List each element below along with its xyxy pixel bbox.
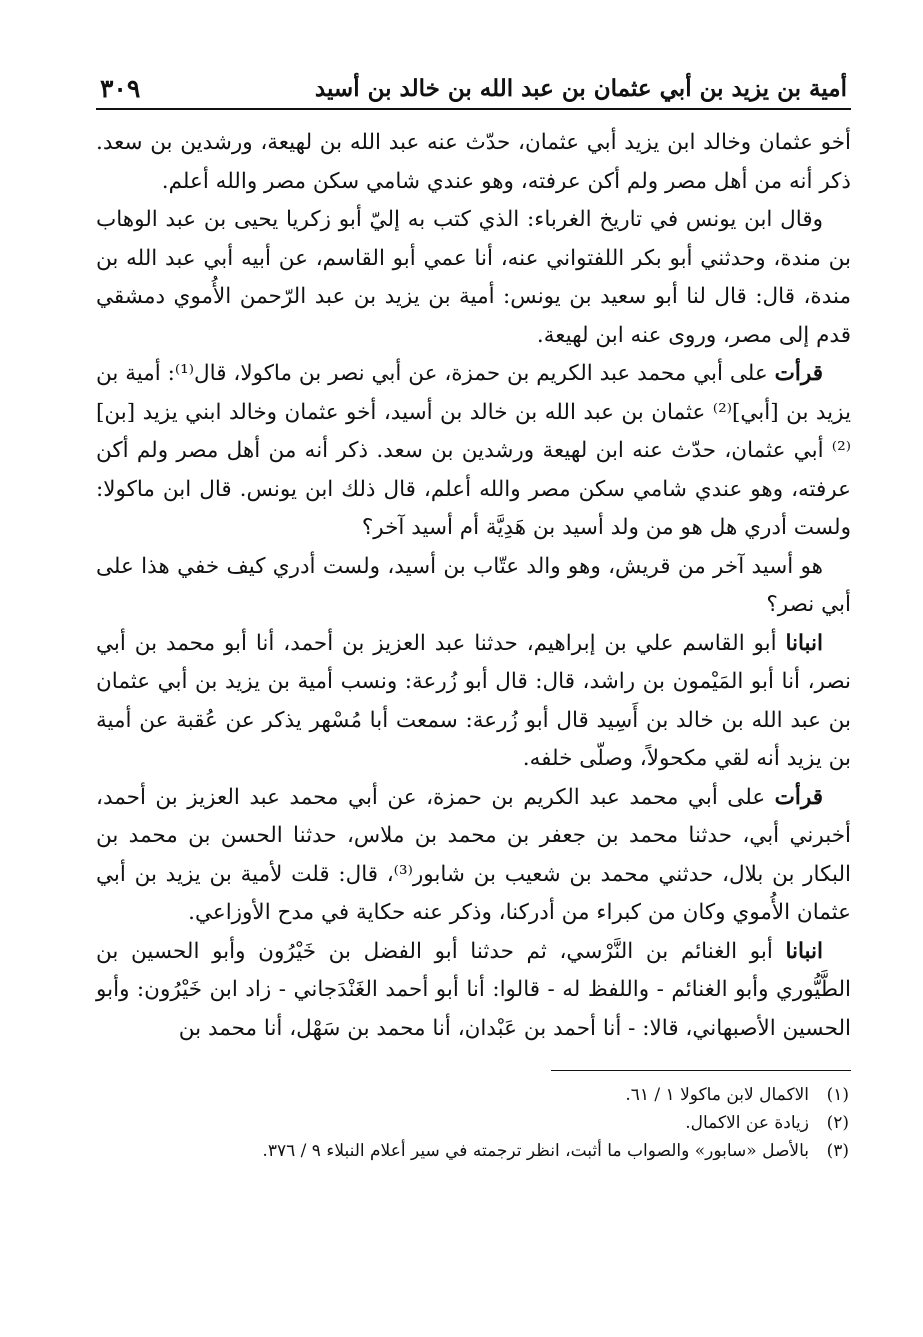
page-number: ٣٠٩ bbox=[100, 74, 141, 103]
paragraph bbox=[96, 201, 851, 355]
running-title: أمية بن يزيد بن أبي عثمان بن عبد الله بن خالد بن أسيد bbox=[314, 75, 847, 102]
paragraph-lead-word: انبانا bbox=[785, 630, 823, 656]
paragraph-lead-word: قرأت bbox=[774, 784, 823, 810]
paragraph bbox=[96, 933, 851, 1049]
paragraph-text: وقال ابن يونس في تاريخ الغرباء: الذي كتب به إليّ أبو زكريا يحيى بن عبد الوهاب بن مندة، وحدثني أبو بكر اللفتواني عنه، أنا عمي أبو القاسم، عن أبيه أبي عبد الله بن مندة، قال: قال لنا أبو سعيد بن يونس: أمية بن يزيد بن عبد الرّحمن الأُموي دمشقي قدم إلى مصر، وروى عنه ابن لهيعة. bbox=[96, 207, 851, 348]
footnotes bbox=[96, 1081, 851, 1165]
paragraph-text: هو أسيد آخر من قريش، وهو والد عتّاب بن أسيد، ولست أدري كيف خفي هذا على أبي نصر؟ bbox=[96, 553, 851, 617]
footnote bbox=[96, 1109, 851, 1137]
footnote-text: زيادة عن الاكمال. bbox=[685, 1113, 809, 1133]
paragraph bbox=[96, 124, 851, 201]
footnote bbox=[96, 1081, 851, 1109]
paragraph-text: على أبي محمد عبد الكريم بن حمزة، عن أبي محمد عبد العزيز بن أحمد، أخبرني أبي، حدثنا محمد بن جعفر بن محمد بن ملاس، حدثنا الحسن بن محمد بن البكار بن بلال، حدثني محمد بن شعيب بن شابور⁽³⁾، قال: قلت لأمية بن يزيد بن أبي عثمان الأُموي وكان من كبراء من أدركنا، وذكر عنه حكاية في مدح الأوزاعي. bbox=[96, 784, 851, 925]
footnote-number: (٢) bbox=[826, 1113, 849, 1133]
paragraph bbox=[96, 548, 851, 625]
paragraph-text: أبو القاسم علي بن إبراهيم، حدثنا عبد العزيز بن أحمد، أنا أبو محمد بن أبي نصر، أنا أبو المَيْمون بن راشد، قال: قال أبو زُرعة: ونسب أمية بن يزيد بن أبي عثمان بن عبد الله بن خالد بن أَسِيد قال أبو زُرعة: سمعت أبا مُسْهر يذكر عن عُقبة عن أمية بن يزيد أنه لقي مكحولاً، وصلّى خلفه. bbox=[96, 630, 851, 771]
footnote bbox=[96, 1137, 851, 1165]
paragraph-text: على أبي محمد عبد الكريم بن حمزة، عن أبي نصر بن ماكولا، قال⁽¹⁾: أمية بن يزيد بن [أبي]⁽²⁾ عثمان بن عبد الله بن خالد بن أسيد، أخو عثمان وخالد ابني يزيد [بن]⁽²⁾ أبي عثمان، حدّث عنه ابن لهيعة ورشدين بن سعد. ذكر أنه من أهل مصر ولم أكن عرفته، وهو عندي شامي سكن مصر والله أعلم، قال ذلك ابن يونس. قال ابن ماكولا: ولست أدري هل هو من ولد أسيد بن هَدِيَّة أم أسيد آخر؟ bbox=[96, 361, 851, 540]
paragraph bbox=[96, 625, 851, 779]
body-text bbox=[96, 124, 851, 1048]
paragraph bbox=[96, 779, 851, 933]
page-header bbox=[96, 74, 851, 108]
header-rule bbox=[96, 108, 851, 110]
paragraph-text: أبو الغنائم بن النَّرْسي، ثم حدثنا أبو الفضل بن خَيْرُون وأبو الحسين بن الطَّيُّوري وأبو الغنائم - واللفظ له - قالوا: أنا أبو أحمد الغَنْدَجاني - زاد ابن خَيْرُون: وأبو الحسين الأصبهاني، قالا: - أنا أحمد بن عَبْدان، أنا محمد بن سَهْل، أنا محمد بن bbox=[96, 938, 851, 1041]
footnote-text: الاكمال لابن ماكولا ١ / ٦١. bbox=[625, 1085, 809, 1105]
paragraph bbox=[96, 355, 851, 548]
paragraph-text: أخو عثمان وخالد ابن يزيد أبي عثمان، حدّث عنه عبد الله بن لهيعة، ورشدين بن سعد. ذكر أنه من أهل مصر ولم أكن عرفته، وهو عندي شامي سكن مصر والله أعلم. bbox=[96, 130, 851, 194]
footnote-number: (١) bbox=[826, 1085, 849, 1105]
footnote-text: بالأصل «سابور» والصواب ما أثبت، انظر ترجمته في سير أعلام النبلاء ٩ / ٣٧٦. bbox=[262, 1141, 809, 1161]
paragraph-lead-word: قرأت bbox=[774, 361, 823, 386]
footnote-rule bbox=[551, 1070, 851, 1071]
footnote-number: (٣) bbox=[826, 1141, 849, 1161]
paragraph-lead-word: انبانا bbox=[785, 938, 823, 964]
